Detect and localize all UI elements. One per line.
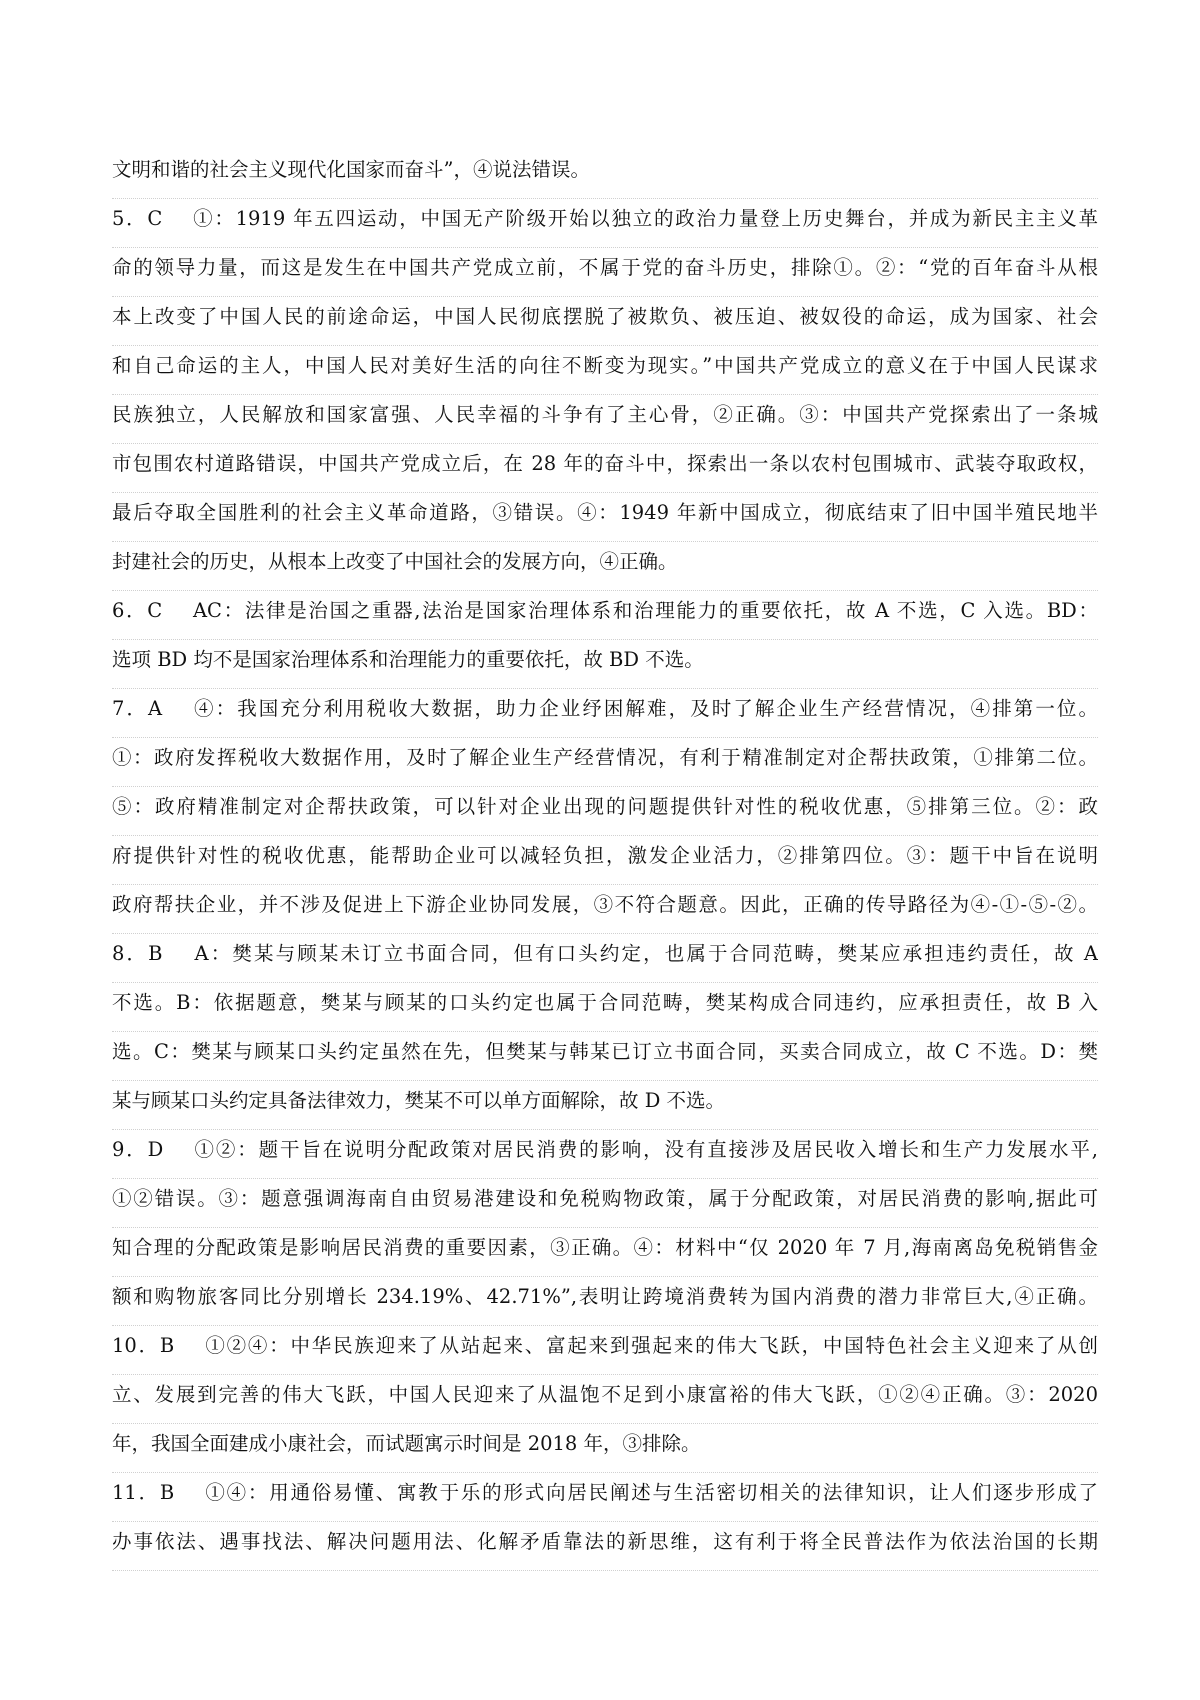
text-line: 和自己命运的主人，中国人民对美好生活的向往不断变为现实。”中国共产党成立的意义在于中国人民谋求 (112, 346, 1098, 395)
text-line: 府提供针对性的税收优惠，能帮助企业可以减轻负担，激发企业活力，②排第四位。③：题干中旨在说明 (112, 836, 1098, 885)
text-line: 8．B A：樊某与顾某未订立书面合同，但有口头约定，也属于合同范畴，樊某应承担违约责任，故 A (112, 934, 1098, 983)
text-line: 选。C：樊某与顾某口头约定虽然在先，但樊某与韩某已订立书面合同，买卖合同成立，故 C 不选。D：樊 (112, 1032, 1098, 1081)
text-line: 11．B ①④：用通俗易懂、寓教于乐的形式向居民阐述与生活密切相关的法律知识，让人们逐步形成了 (112, 1473, 1098, 1522)
text-line: 封建社会的历史，从根本上改变了中国社会的发展方向，④正确。 (112, 542, 1098, 591)
text-line: 命的领导力量，而这是发生在中国共产党成立前，不属于党的奋斗历史，排除①。②：“党的百年奋斗从根 (112, 248, 1098, 297)
text-line: 9．D ①②：题干旨在说明分配政策对居民消费的影响，没有直接涉及居民收入增长和生产力发展水平, (112, 1130, 1098, 1179)
text-line: 最后夺取全国胜利的社会主义革命道路，③错误。④：1949 年新中国成立，彻底结束了旧中国半殖民地半 (112, 493, 1098, 542)
text-line: 选项 BD 均不是国家治理体系和治理能力的重要依托，故 BD 不选。 (112, 640, 1098, 689)
text-line: 知合理的分配政策是影响居民消费的重要因素，③正确。④：材料中“仅 2020 年 7 月,海南离岛免税销售金 (112, 1228, 1098, 1277)
text-line: ①②错误。③：题意强调海南自由贸易港建设和免税购物政策，属于分配政策，对居民消费的影响,据此可 (112, 1179, 1098, 1228)
text-line: 10．B ①②④：中华民族迎来了从站起来、富起来到强起来的伟大飞跃，中国特色社会主义迎来了从创 (112, 1326, 1098, 1375)
text-line: 额和购物旅客同比分别增长 234.19%、42.71%”,表明让跨境消费转为国内消费的潜力非常巨大,④正确。 (112, 1277, 1098, 1326)
text-line: 本上改变了中国人民的前途命运，中国人民彻底摆脱了被欺负、被压迫、被奴役的命运，成为国家、社会 (112, 297, 1098, 346)
text-line: ①：政府发挥税收大数据作用，及时了解企业生产经营情况，有利于精准制定对企帮扶政策，①排第二位。 (112, 738, 1098, 787)
text-line: 文明和谐的社会主义现代化国家而奋斗”，④说法错误。 (112, 150, 1098, 199)
text-line: 年，我国全面建成小康社会，而试题寓示时间是 2018 年，③排除。 (112, 1424, 1098, 1473)
text-line: 7．A ④：我国充分利用税收大数据，助力企业纾困解难，及时了解企业生产经营情况，④排第一位。 (112, 689, 1098, 738)
text-line: 不选。B：依据题意，樊某与顾某的口头约定也属于合同范畴，樊某构成合同违约，应承担责任，故 B 入 (112, 983, 1098, 1032)
answer-explanations (112, 150, 1098, 1571)
text-line: 办事依法、遇事找法、解决问题用法、化解矛盾靠法的新思维，这有利于将全民普法作为依法治国的长期 (112, 1522, 1098, 1571)
text-line: 政府帮扶企业，并不涉及促进上下游企业协同发展，③不符合题意。因此，正确的传导路径为④-①-⑤-②。 (112, 885, 1098, 934)
text-line: 民族独立，人民解放和国家富强、人民幸福的斗争有了主心骨，②正确。③：中国共产党探索出了一条城 (112, 395, 1098, 444)
text-line: 6．C AC：法律是治国之重器,法治是国家治理体系和治理能力的重要依托，故 A 不选，C 入选。BD： (112, 591, 1098, 640)
text-line: 立、发展到完善的伟大飞跃，中国人民迎来了从温饱不足到小康富裕的伟大飞跃，①②④正确。③：2020 (112, 1375, 1098, 1424)
text-line: 市包围农村道路错误，中国共产党成立后，在 28 年的奋斗中，探索出一条以农村包围城市、武装夺取政权， (112, 444, 1098, 493)
text-line: 某与顾某口头约定具备法律效力，樊某不可以单方面解除，故 D 不选。 (112, 1081, 1098, 1130)
text-line: ⑤：政府精准制定对企帮扶政策，可以针对企业出现的问题提供针对性的税收优惠，⑤排第三位。②：政 (112, 787, 1098, 836)
text-line: 5．C ①：1919 年五四运动，中国无产阶级开始以独立的政治力量登上历史舞台，并成为新民主主义革 (112, 199, 1098, 248)
